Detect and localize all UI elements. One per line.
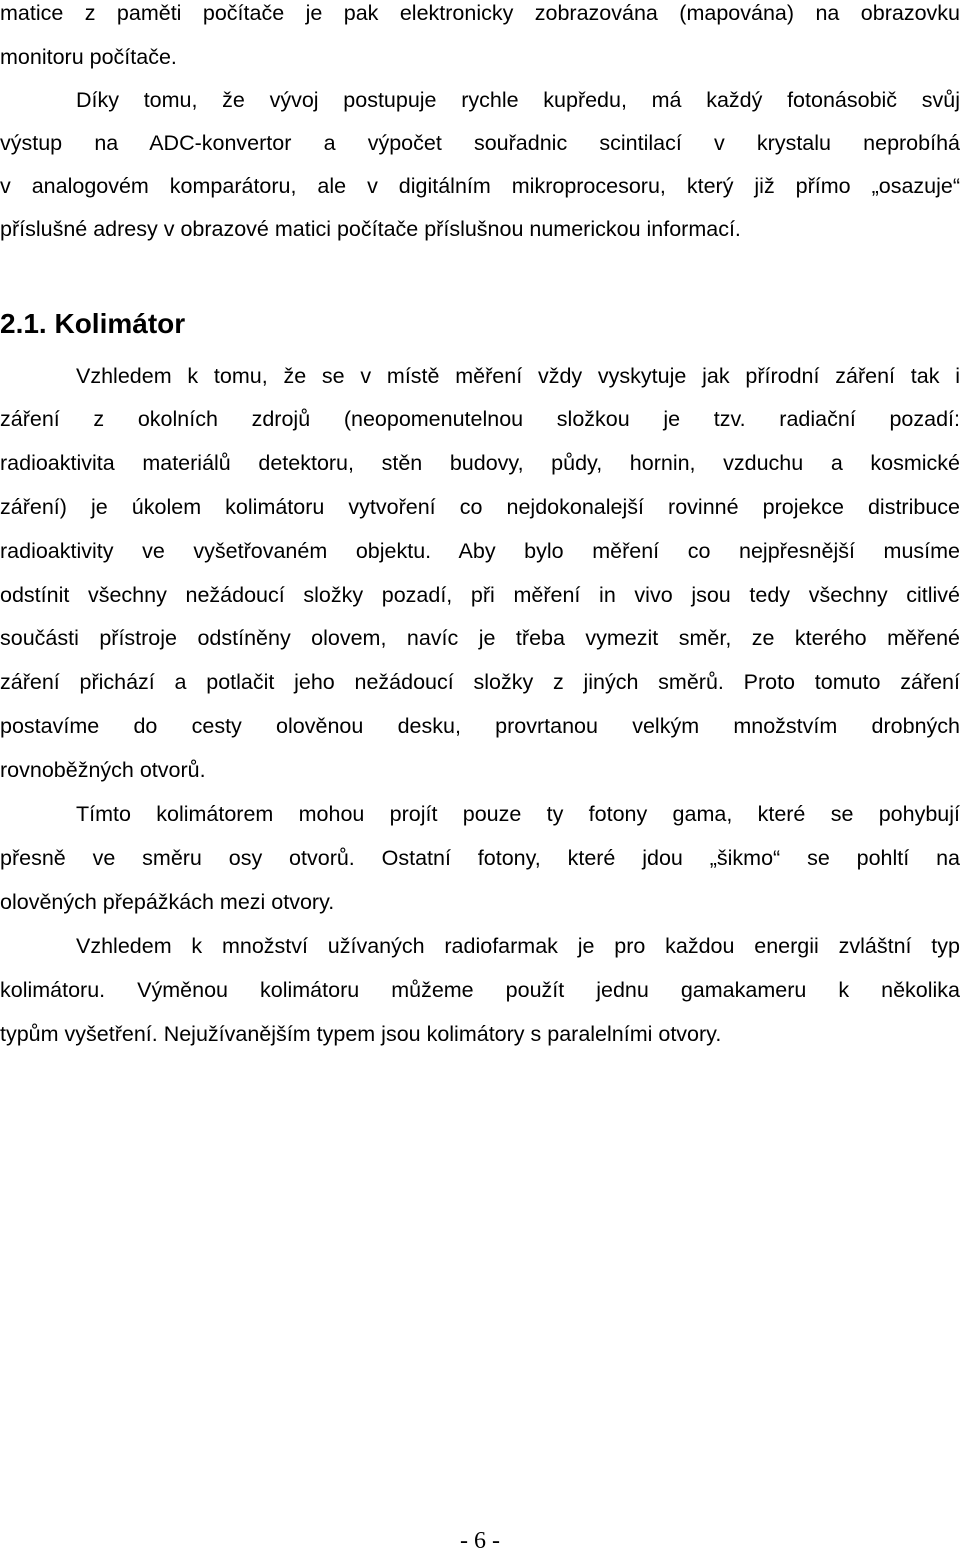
text-line: záření z okolních zdrojů (neopomenutelnou složkou je tzv. radiační pozadí: [0,407,960,431]
text-line: Vzhledem k množství užívaných radiofarmak je pro každou energii zvláštní typ [76,934,960,958]
text-line: postavíme do cesty olověnou desku, provrtanou velkým množstvím drobných [0,714,960,738]
text-line: Díky tomu, že vývoj postupuje rychle kupředu, má každý fotonásobič svůj [76,88,960,112]
text-line: příslušné adresy v obrazové matici počítače příslušnou numerickou informací. [0,217,741,241]
section-heading: 2.1. Kolimátor [0,308,186,339]
text-line: rovnoběžných otvorů. [0,758,206,782]
text-line: matice z paměti počítače je pak elektronicky zobrazována (mapována) na obrazovku [0,1,960,25]
text-line: monitoru počítače. [0,45,177,69]
text-line: součásti přístroje odstíněny olovem, navíc je třeba vymezit směr, ze kterého měřené [0,626,960,650]
text-line: olověných přepážkách mezi otvory. [0,890,335,914]
text-line: kolimátoru. Výměnou kolimátoru můžeme použít jednu gamakameru k několika [0,978,960,1002]
page-number: - 6 - [460,1528,500,1554]
text-line: Vzhledem k tomu, že se v místě měření vždy vyskytuje jak přírodní záření tak i [76,364,960,388]
text-line: přesně ve směru osy otvorů. Ostatní fotony, které jdou „šikmo“ se pohltí na [0,846,960,870]
text-line: odstínit všechny nežádoucí složky pozadí, při měření in vivo jsou tedy všechny citlivé [0,583,960,607]
text-line: výstup na ADC-konvertor a výpočet souřadnic scintilací v krystalu neprobíhá [0,131,960,155]
text-line: Tímto kolimátorem mohou projít pouze ty fotony gama, které se pohybují [76,802,960,826]
text-line: typům vyšetření. Nejužívanějším typem jsou kolimátory s paralelními otvory. [0,1022,722,1046]
text-line: radioaktivita materiálů detektoru, stěn budovy, půdy, hornin, vzduchu a kosmické [0,451,960,475]
text-line: v analogovém komparátoru, ale v digitálním mikroprocesoru, který již přímo „osazuje“ [0,174,960,198]
text-line: radioaktivity ve vyšetřovaném objektu. Aby bylo měření co nejpřesnější musíme [0,539,960,563]
text-line: záření) je úkolem kolimátoru vytvoření co nejdokonalejší rovinné projekce distribuce [0,495,960,519]
text-line: záření přichází a potlačit jeho nežádoucí složky z jiných směrů. Proto tomuto záření [0,670,960,694]
